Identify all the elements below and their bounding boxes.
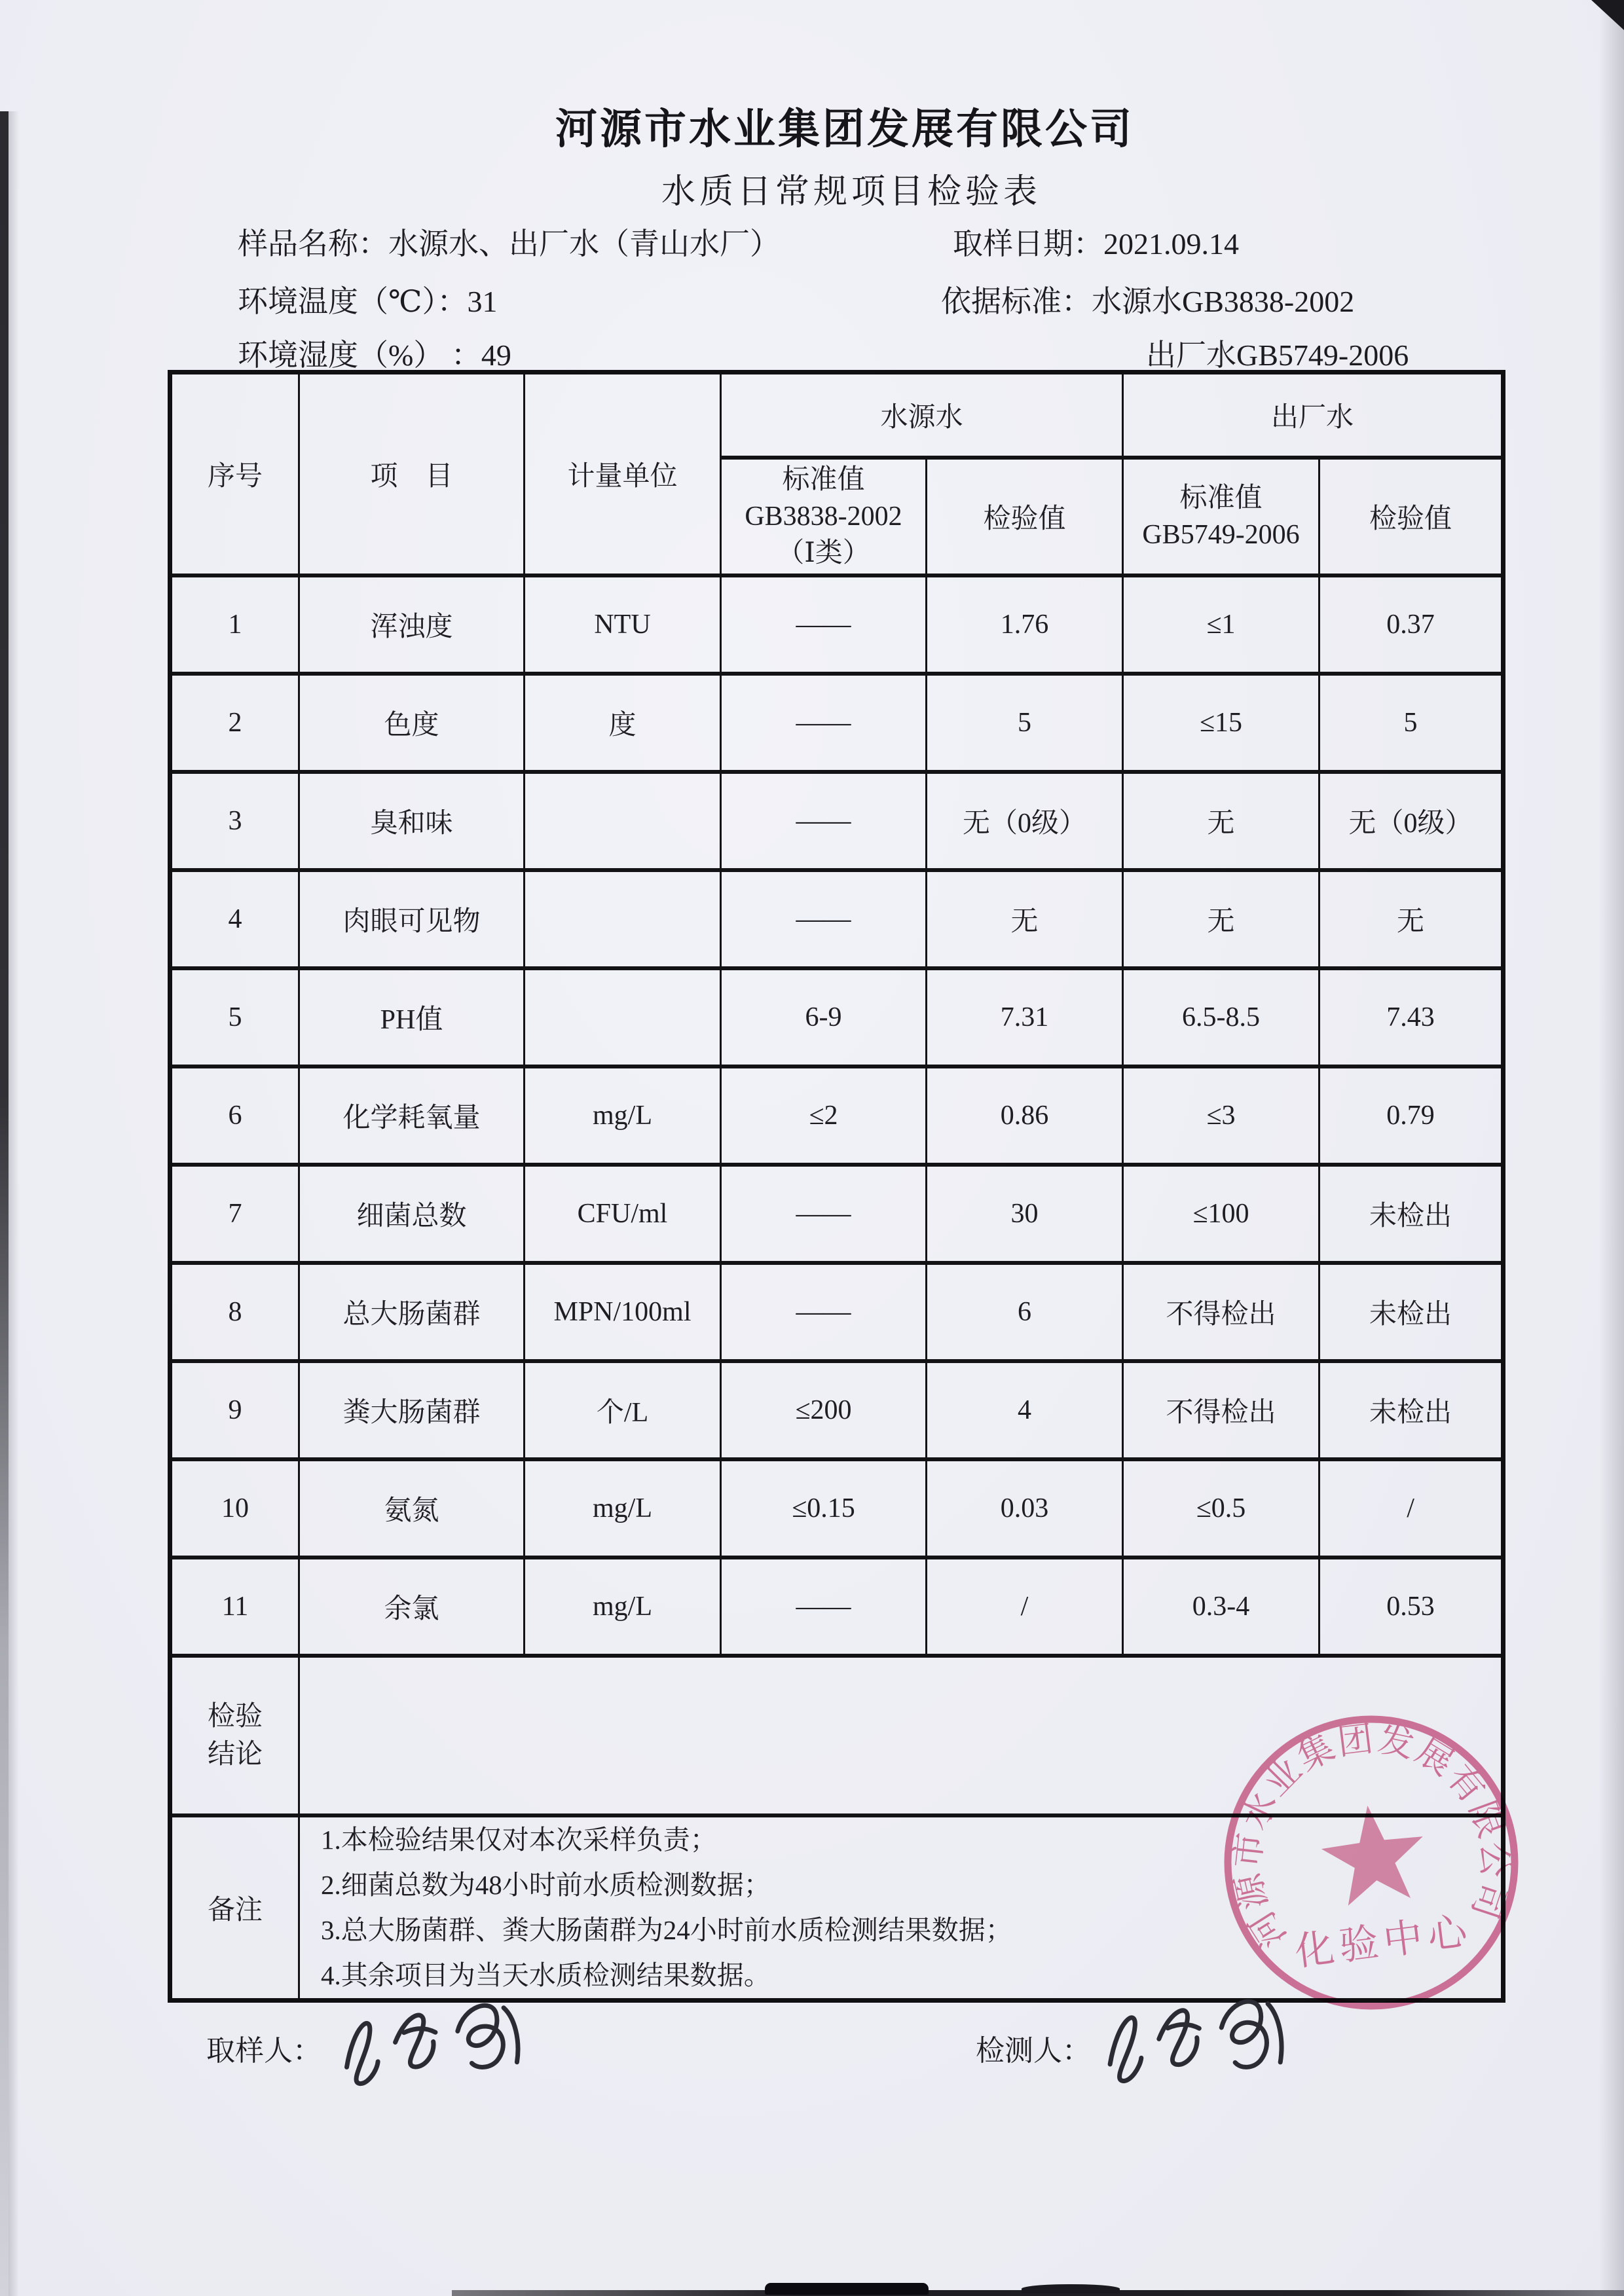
- header-group-source-water: 水源水: [721, 373, 1123, 458]
- row-source-standard: ——: [721, 1263, 927, 1361]
- row-tap-value: 未检出: [1320, 1263, 1504, 1361]
- row-no: 4: [170, 870, 299, 968]
- row-no: 11: [170, 1558, 299, 1656]
- row-source-standard: ≤200: [721, 1361, 927, 1459]
- source-standard-line3: （Ⅰ类）: [777, 538, 870, 568]
- form-title: 水质日常规项目检验表: [661, 173, 1041, 211]
- table-row: [170, 1263, 1504, 1361]
- row-no: 3: [170, 772, 299, 870]
- remark-line: 3.总大肠菌群、粪大肠菌群为24小时前水质检测结果数据；: [321, 1914, 1012, 1945]
- sample-name-label: 样品名称：: [238, 227, 388, 261]
- conclusion-label: [170, 1656, 299, 1815]
- row-item: 化学耗氧量: [299, 1066, 525, 1165]
- row-source-value: 4: [927, 1361, 1123, 1459]
- table-row: [170, 968, 1504, 1066]
- row-source-value: 无: [927, 870, 1123, 968]
- stamp-star-icon: [1317, 1800, 1430, 1908]
- sample-name-line: [238, 220, 780, 263]
- row-unit: mg/L: [525, 1066, 721, 1165]
- tester-label: 检测人：: [976, 2035, 1091, 2067]
- row-source-value: 6: [927, 1263, 1123, 1361]
- row-tap-standard: 6.5-8.5: [1123, 968, 1320, 1066]
- row-tap-standard: ≤1: [1123, 575, 1320, 674]
- row-tap-value: 未检出: [1320, 1361, 1504, 1459]
- sampler-signature: [324, 1971, 554, 2121]
- row-unit: [525, 968, 721, 1066]
- table-row: [170, 772, 1504, 870]
- row-item: 总大肠菌群: [299, 1263, 525, 1361]
- row-item: 肉眼可见物: [299, 870, 525, 968]
- sampler-label: 取样人：: [206, 2035, 322, 2067]
- row-unit: MPN/100ml: [525, 1263, 721, 1361]
- row-tap-value: 0.79: [1320, 1066, 1504, 1165]
- row-tap-value: 0.37: [1320, 575, 1504, 674]
- row-tap-standard: 无: [1123, 870, 1320, 968]
- row-tap-standard: 不得检出: [1123, 1361, 1320, 1459]
- env-temp-label: 环境温度（℃）：: [238, 285, 468, 318]
- row-no: 9: [170, 1361, 299, 1459]
- source-standard-line1: 标准值: [782, 464, 865, 495]
- env-humidity-value: 49: [481, 338, 511, 372]
- row-tap-standard: ≤0.5: [1123, 1459, 1320, 1558]
- header-source-standard: [721, 458, 927, 575]
- sample-date-value: 2021.09.14: [1103, 227, 1239, 261]
- header-group-tap-water: 出厂水: [1123, 373, 1504, 458]
- row-source-standard: ≤0.15: [721, 1459, 927, 1558]
- scan-left-edge-shadow: [9, 111, 19, 2296]
- scan-right-edge-shadow: [1599, 0, 1624, 2296]
- standard-label: 依据标准：: [941, 285, 1092, 318]
- row-source-value: 1.76: [927, 575, 1123, 674]
- env-temp-value: 31: [467, 285, 498, 318]
- row-item: PH值: [299, 968, 525, 1066]
- standard-source-water: 水源水GB3838-2002: [1092, 285, 1355, 318]
- row-tap-standard: ≤15: [1123, 674, 1320, 772]
- table-row: [170, 870, 1504, 968]
- row-no: 1: [170, 575, 299, 674]
- env-humidity-label: 环境湿度（%） ：: [238, 338, 481, 372]
- table-row: [170, 1361, 1504, 1459]
- row-unit: [525, 772, 721, 870]
- row-source-standard: ≤2: [721, 1066, 927, 1165]
- row-unit: 度: [525, 674, 721, 772]
- row-source-standard: ——: [721, 1558, 927, 1656]
- row-tap-standard: 无: [1123, 772, 1320, 870]
- signature-stroke: [1158, 2010, 1200, 2066]
- row-source-value: 0.03: [927, 1459, 1123, 1558]
- row-unit: NTU: [525, 575, 721, 674]
- row-tap-value: 无（0级）: [1320, 772, 1504, 870]
- table-row: [170, 674, 1504, 772]
- row-unit: mg/L: [525, 1459, 721, 1558]
- row-tap-value: /: [1320, 1459, 1504, 1558]
- standard-tap-water-line: [1146, 331, 1409, 374]
- row-source-standard: ——: [721, 575, 927, 674]
- remark-line: 1.本检验结果仅对本次采样负责；: [321, 1824, 717, 1855]
- row-source-standard: ——: [721, 674, 927, 772]
- row-item: 浑浊度: [299, 575, 525, 674]
- row-unit: [525, 870, 721, 968]
- signature-stroke: [394, 2014, 437, 2068]
- sample-date-label: 取样日期：: [953, 227, 1103, 261]
- tap-standard-line1: 标准值: [1179, 483, 1263, 513]
- header-item: 项 目: [299, 373, 525, 575]
- signature-stroke: [344, 2023, 379, 2085]
- row-source-standard: ——: [721, 870, 927, 968]
- scan-left-edge: [0, 111, 9, 2296]
- row-source-value: 0.86: [927, 1066, 1123, 1165]
- row-no: 10: [170, 1459, 299, 1558]
- row-tap-standard: 0.3-4: [1123, 1558, 1320, 1656]
- stamp-ring-textpath: 河源市水业集团发展有限公司: [1227, 1719, 1515, 1955]
- row-item: 氨氮: [299, 1459, 525, 1558]
- signature-stroke: [456, 2004, 519, 2069]
- row-tap-value: 无: [1320, 870, 1504, 968]
- conclusion-label-line1: 检验: [207, 1701, 263, 1732]
- row-item: 臭和味: [299, 772, 525, 870]
- env-humidity-line: [238, 331, 511, 374]
- row-tap-value: 未检出: [1320, 1165, 1504, 1263]
- row-source-standard: ——: [721, 1165, 927, 1263]
- header-no: 序号: [170, 373, 299, 575]
- row-source-value: 7.31: [927, 968, 1123, 1066]
- row-no: 6: [170, 1066, 299, 1165]
- sample-date-line: [953, 220, 1239, 263]
- row-tap-value: 7.43: [1320, 968, 1504, 1066]
- row-source-value: 无（0级）: [927, 772, 1123, 870]
- standard-tap-water: 出厂水GB5749-2006: [1146, 338, 1409, 372]
- header-tap-standard: [1123, 458, 1320, 575]
- remarks-label: 备注: [170, 1815, 299, 2001]
- row-source-value: 5: [927, 674, 1123, 772]
- header-tap-check-value: 检验值: [1320, 458, 1504, 575]
- table-row: [170, 575, 1504, 674]
- stamp-center-text: 化验中心: [1292, 1909, 1475, 1974]
- row-source-standard: 6-9: [721, 968, 927, 1066]
- row-item: 余氯: [299, 1558, 525, 1656]
- row-source-standard: ——: [721, 772, 927, 870]
- row-item: 色度: [299, 674, 525, 772]
- signature-stroke: [1109, 2017, 1142, 2081]
- row-no: 8: [170, 1263, 299, 1361]
- conclusion-label-line2: 结论: [207, 1739, 263, 1770]
- table-row: [170, 1558, 1504, 1656]
- row-item: 粪大肠菌群: [299, 1361, 525, 1459]
- sample-name-value: 水源水、出厂水（青山水厂）: [388, 227, 780, 261]
- header-unit: 计量单位: [525, 373, 721, 575]
- row-source-value: /: [927, 1558, 1123, 1656]
- row-unit: CFU/ml: [525, 1165, 721, 1263]
- table-row: [170, 1165, 1504, 1263]
- table-row: [170, 1459, 1504, 1558]
- row-tap-value: 5: [1320, 674, 1504, 772]
- lab-stamp: [1204, 1695, 1540, 2031]
- row-no: 7: [170, 1165, 299, 1263]
- row-unit: mg/L: [525, 1558, 721, 1656]
- company-title: 河源市水业集团发展有限公司: [555, 105, 1134, 153]
- row-item: 细菌总数: [299, 1165, 525, 1263]
- row-no: 2: [170, 674, 299, 772]
- source-standard-line2: GB3838-2002: [745, 501, 902, 532]
- tap-standard-line2: GB5749-2006: [1142, 519, 1300, 550]
- row-tap-value: 0.53: [1320, 1558, 1504, 1656]
- remark-line: 2.细菌总数为48小时前水质检测数据；: [321, 1869, 771, 1900]
- row-tap-standard: 不得检出: [1123, 1263, 1320, 1361]
- row-no: 5: [170, 968, 299, 1066]
- row-tap-standard: ≤100: [1123, 1165, 1320, 1263]
- table-row: [170, 1066, 1504, 1165]
- row-unit: 个/L: [525, 1361, 721, 1459]
- env-temp-line: [238, 278, 497, 321]
- row-tap-standard: ≤3: [1123, 1066, 1320, 1165]
- scan-bottom-smudge: [765, 2283, 929, 2295]
- remark-line: 4.其余项目为当天水质检测结果数据。: [321, 1959, 771, 1990]
- scan-bottom-smudge-2: [1022, 2284, 1120, 2293]
- header-source-check-value: 检验值: [927, 458, 1123, 575]
- row-source-value: 30: [927, 1165, 1123, 1263]
- standard-line: [941, 278, 1354, 321]
